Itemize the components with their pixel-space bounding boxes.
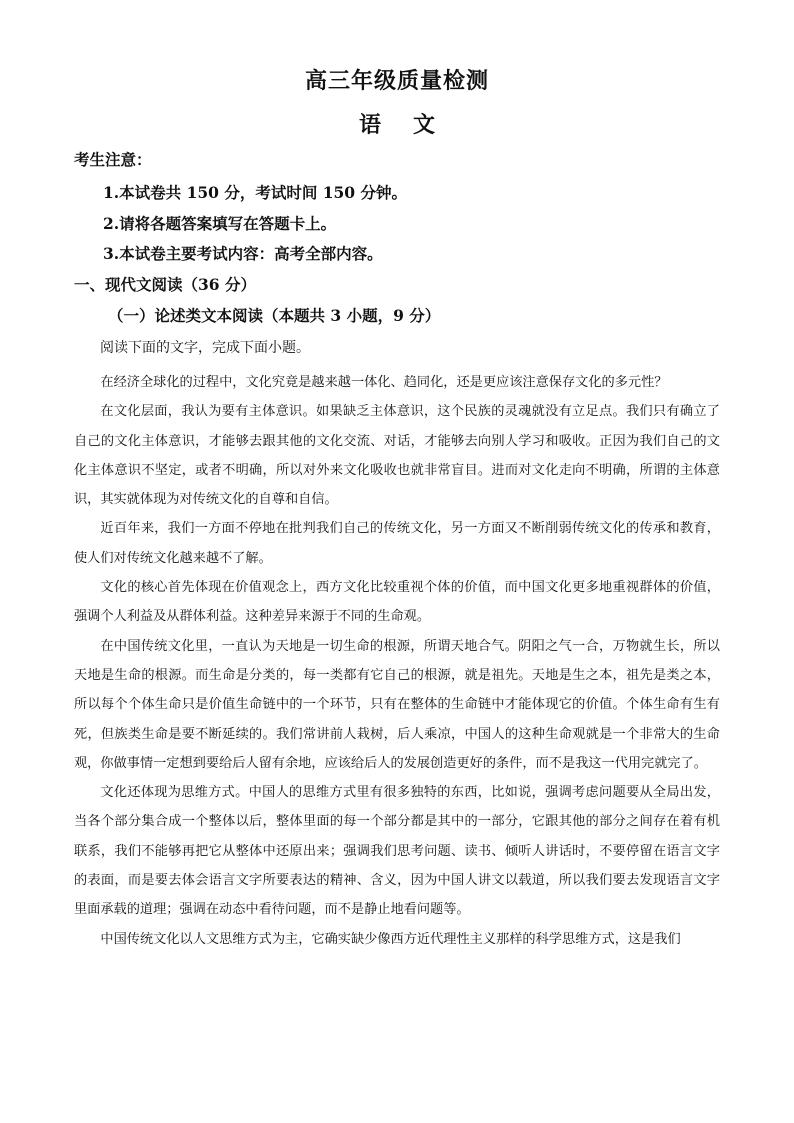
notice-item-3: 3.本试卷主要考试内容：高考全部内容。 <box>103 244 383 263</box>
notice-item-1: 1.本试卷共 150 分，考试时间 150 分钟。 <box>103 183 407 202</box>
section-heading: 一、现代文阅读（36 分） <box>74 275 256 294</box>
reading-passage <box>74 368 720 954</box>
passage-paragraph: 在中国传统文化里，一直认为天地是一切生命的根源，所谓天地合气。阴阳之气一合，万物就生长，所以天地是生命的根源。而生命是分类的，每一类都有它自己的根源，就是祖先。天地是生之本，祖先是类之本，所以每个个体生命只是价值生命链中的一个环节，只有在整体的生命链中才能体现它的价值。个体生命有生有死，但族类生命是要不断延续的。我们常讲前人栽树，后人乘凉，中国人的这种生命观就是一个非常大的生命观，你做事情一定想到要给后人留有余地，应该给后人的发展创造更好的条件，而不是我这一代用完就完了。 <box>74 638 720 771</box>
passage-paragraph: 在文化层面，我认为要有主体意识。如果缺乏主体意识，这个民族的灵魂就没有立足点。我们只有确立了自己的文化主体意识，才能够去跟其他的文化交流、对话，才能够去向别人学习和吸收。正因为我们自己的文化主体意识不坚定，或者不明确，所以对外来文化吸收也就非常盲目。进而对文化走向不明确，所谓的主体意识，其实就体现为对传统文化的自尊和自信。 <box>74 404 720 508</box>
passage-paragraph: 文化还体现为思维方式。中国人的思维方式里有很多独特的东西，比如说，强调考虑问题要从全局出发，当各个部分集合成一个整体以后，整体里面的每一个部分都是其中的一部分，它跟其他的部分之间存在着有机联系，我们不能够再把它从整体中还原出来；强调我们思考问题、读书、倾听人讲话时，不要停留在语言文字的表面，而是要去体会语言文字所要表达的精神、含义，因为中国人讲文以载道，所以我们要去发现语言文字里面承载的道理；强调在动态中看待问题，而不是静止地看问题等。 <box>74 785 720 918</box>
passage-paragraph: 文化的核心首先体现在价值观念上，西方文化比较重视个体的价值，而中国文化更多地重视群体的价值，强调个人利益及从群体利益。这种差异来源于不同的生命观。 <box>74 580 720 625</box>
notice-item-2: 2.请将各题答案填写在答题卡上。 <box>103 214 337 233</box>
reading-instruction: 阅读下面的文字，完成下面小题。 <box>100 340 310 356</box>
passage-paragraph: 中国传统文化以人文思维方式为主，它确实缺少像西方近代理性主义那样的科学思维方式，这是我们 <box>100 931 681 947</box>
page-title: 高三年级质量检测 <box>304 68 489 94</box>
passage-paragraph: 在经济全球化的过程中，文化究竟是越来越一体化、趋同化，还是更应该注意保存文化的多元性？ <box>100 375 668 390</box>
subject-char-1: 语 <box>358 112 381 138</box>
passage-paragraph: 近百年来，我们一方面不停地在批判我们自己的传统文化，另一方面又不断削弱传统文化的传承和教育，使人们对传统文化越来越不了解。 <box>74 521 720 566</box>
subject-char-2: 文 <box>413 112 436 138</box>
notice-heading: 考生注意： <box>74 150 152 169</box>
subject-title <box>0 112 794 138</box>
subsection-heading: （一）论述类文本阅读（本题共 3 小题，9 分） <box>108 306 441 325</box>
